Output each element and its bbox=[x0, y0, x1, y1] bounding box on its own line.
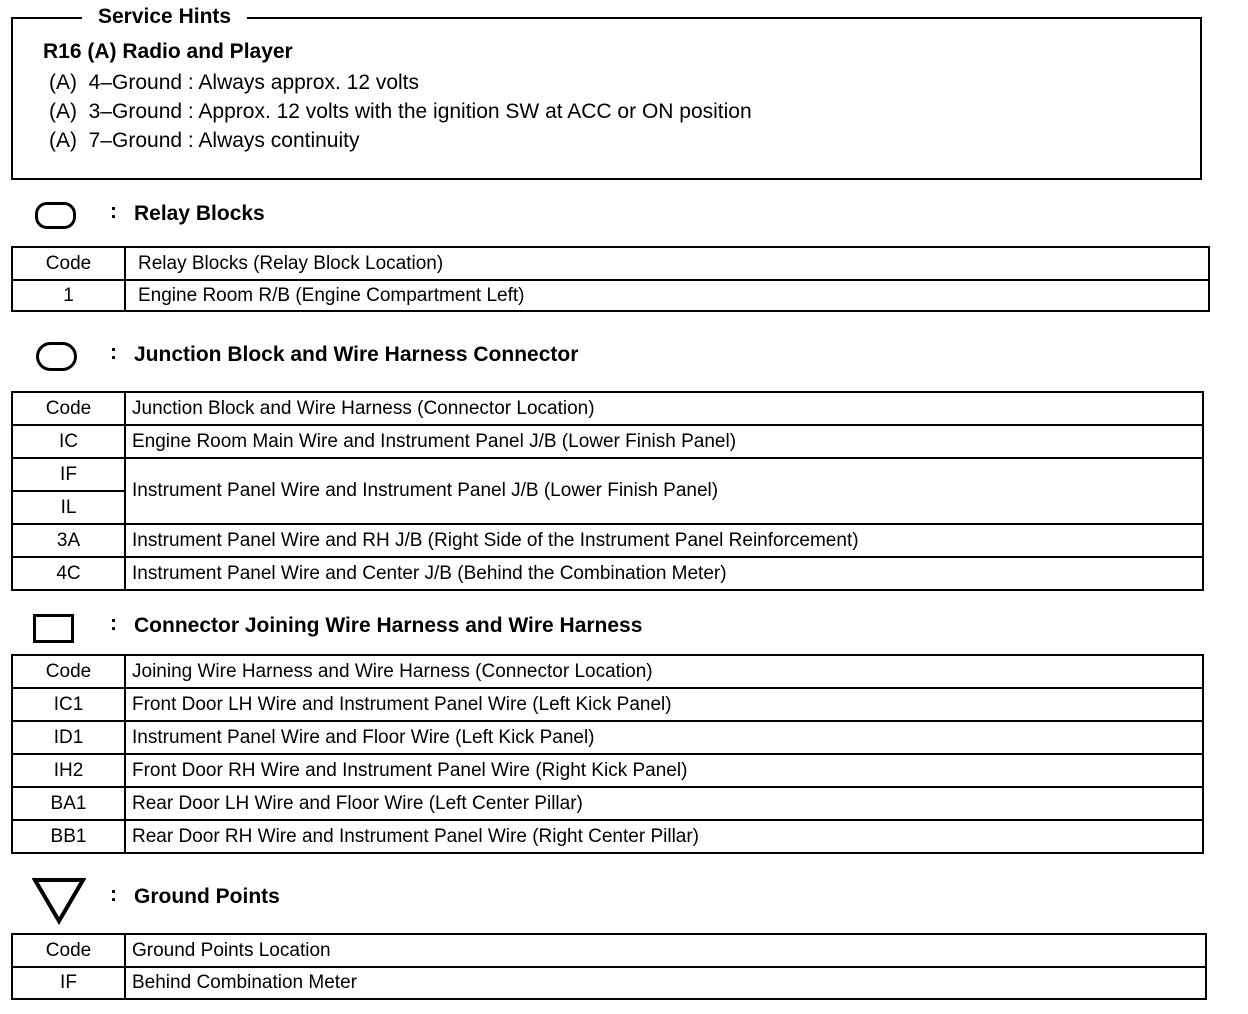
relay-blocks-title: Relay Blocks bbox=[134, 202, 265, 225]
desc-cell: Rear Door LH Wire and Floor Wire (Left Center Pillar) bbox=[125, 787, 1203, 820]
service-hints-heading: R16 (A) Radio and Player bbox=[43, 40, 293, 63]
connector-table bbox=[11, 654, 1204, 854]
code-cell: IC bbox=[12, 425, 125, 458]
desc-header: Relay Blocks (Relay Block Location) bbox=[125, 247, 1209, 280]
table-header-row bbox=[12, 934, 1206, 967]
desc-cell: Behind Combination Meter bbox=[125, 967, 1206, 999]
desc-cell: Front Door LH Wire and Instrument Panel Wire (Left Kick Panel) bbox=[125, 688, 1203, 721]
service-hint-line: (A) 7–Ground : Always continuity bbox=[49, 129, 360, 152]
oval-icon bbox=[36, 342, 77, 371]
desc-header: Ground Points Location bbox=[125, 934, 1206, 967]
section-colon: : bbox=[110, 612, 117, 635]
code-cell: BB1 bbox=[12, 820, 125, 853]
rounded-rect-icon bbox=[35, 202, 76, 229]
code-header: Code bbox=[12, 655, 125, 688]
code-header: Code bbox=[12, 247, 125, 280]
code-header: Code bbox=[12, 934, 125, 967]
desc-header: Joining Wire Harness and Wire Harness (Connector Location) bbox=[125, 655, 1203, 688]
code-cell: IC1 bbox=[12, 688, 125, 721]
code-cell: IF bbox=[12, 458, 125, 491]
code-cell: IH2 bbox=[12, 754, 125, 787]
desc-cell: Instrument Panel Wire and RH J/B (Right Side of the Instrument Panel Reinforcement) bbox=[125, 524, 1203, 557]
connector-title: Connector Joining Wire Harness and Wire Harness bbox=[134, 614, 643, 637]
relay-blocks-table bbox=[11, 246, 1210, 312]
junction-block-title: Junction Block and Wire Harness Connector bbox=[134, 343, 579, 366]
table-row bbox=[12, 524, 1203, 557]
code-cell: BA1 bbox=[12, 787, 125, 820]
rectangle-icon bbox=[33, 614, 74, 643]
service-hint-line: (A) 4–Ground : Always approx. 12 volts bbox=[49, 71, 420, 94]
table-row bbox=[12, 721, 1203, 754]
service-hints-title: Service Hints bbox=[82, 4, 247, 30]
desc-cell: Front Door RH Wire and Instrument Panel Wire (Right Kick Panel) bbox=[125, 754, 1203, 787]
table-row bbox=[12, 787, 1203, 820]
table-row bbox=[12, 688, 1203, 721]
table-row bbox=[12, 458, 1203, 491]
desc-cell: Rear Door RH Wire and Instrument Panel Wire (Right Center Pillar) bbox=[125, 820, 1203, 853]
table-header-row bbox=[12, 655, 1203, 688]
service-hint-line: (A) 3–Ground : Approx. 12 volts with the ignition SW at ACC or ON position bbox=[49, 100, 752, 123]
table-row bbox=[12, 557, 1203, 590]
code-header: Code bbox=[12, 392, 125, 425]
table-row bbox=[12, 754, 1203, 787]
code-cell: IL bbox=[12, 491, 125, 524]
code-cell: IF bbox=[12, 967, 125, 999]
desc-cell: Engine Room Main Wire and Instrument Panel J/B (Lower Finish Panel) bbox=[125, 425, 1203, 458]
code-cell: 1 bbox=[12, 280, 125, 311]
table-row bbox=[12, 820, 1203, 853]
desc-cell: Instrument Panel Wire and Instrument Panel J/B (Lower Finish Panel) bbox=[125, 458, 1203, 524]
table-row bbox=[12, 425, 1203, 458]
table-header-row bbox=[12, 247, 1209, 280]
code-cell: ID1 bbox=[12, 721, 125, 754]
junction-block-table bbox=[11, 391, 1204, 591]
table-row bbox=[12, 967, 1206, 999]
section-colon: : bbox=[110, 883, 117, 906]
desc-header: Junction Block and Wire Harness (Connector Location) bbox=[125, 392, 1203, 425]
desc-cell: Instrument Panel Wire and Floor Wire (Left Kick Panel) bbox=[125, 721, 1203, 754]
section-colon: : bbox=[110, 341, 117, 364]
code-cell: 3A bbox=[12, 524, 125, 557]
ground-points-table bbox=[11, 933, 1207, 1000]
code-cell: 4C bbox=[12, 557, 125, 590]
ground-points-title: Ground Points bbox=[134, 885, 280, 908]
section-colon: : bbox=[110, 200, 117, 223]
table-header-row bbox=[12, 392, 1203, 425]
triangle-down-icon bbox=[32, 877, 86, 925]
table-row bbox=[12, 280, 1209, 311]
desc-cell: Instrument Panel Wire and Center J/B (Behind the Combination Meter) bbox=[125, 557, 1203, 590]
desc-cell: Engine Room R/B (Engine Compartment Left) bbox=[125, 280, 1209, 311]
